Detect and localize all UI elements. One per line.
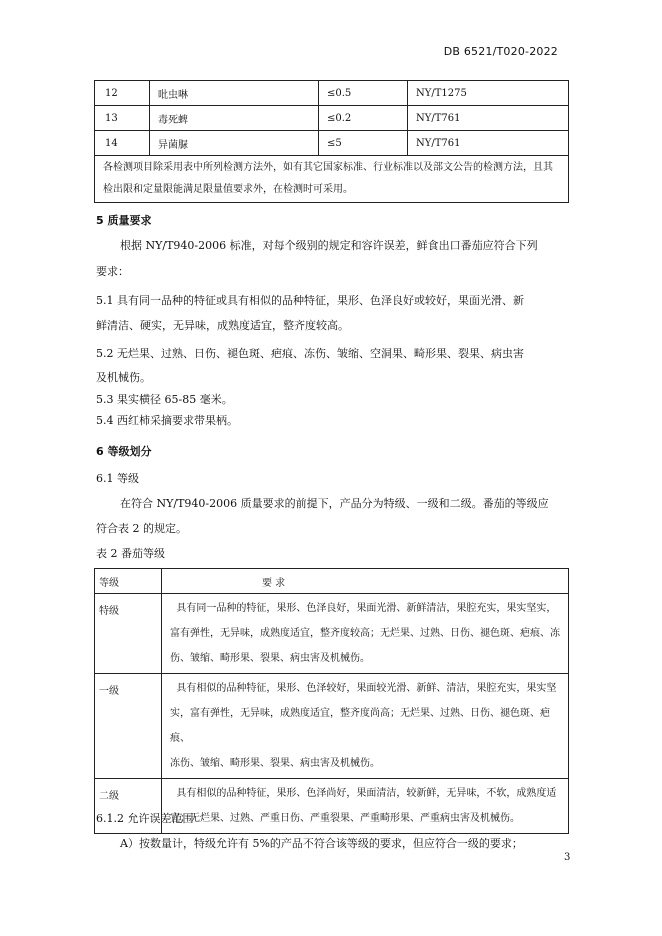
document-id-header: DB 6521/T020-2022 [443,45,558,58]
requirement-5-2-line-2: 及机械伤。 [96,371,151,384]
table-row [95,131,569,156]
pesticide-name: 异菌脲 [150,131,319,156]
grade-label: 一级 [95,674,162,779]
note-line-1: 各检测项目除采用表中所列检测方法外，如有其它国家标准、行业标准以及部文公告的检测方法，且其 [103,162,553,173]
note-line-2: 检出限和定量限能满足限量值要求外，在检测时可采用。 [103,184,353,195]
grade-label: 特级 [95,594,162,674]
test-method: NY/T761 [408,131,569,156]
requirement-line: 具有相似的品种特征，果形、色泽尚好，果面清洁，较新鲜，无异味，不软，成熟度适 [170,788,557,799]
section-6-heading: 6 等级划分 [96,445,152,458]
requirement-5-3: 5.3 果实横径 65-85 毫米。 [96,393,233,406]
row-number: 14 [95,131,150,156]
requirement-5-1-line-2: 鲜清洁、硬实，无异味，成熟度适宜，整齐度较高。 [96,319,349,332]
grade-label: 二级 [95,779,162,834]
table-row [95,594,569,674]
requirement-line: 具有同一品种的特征，果形、色泽良好，果面光滑、新鲜清洁，果腔充实，果实坚实， [170,603,557,614]
section-5-intro-line-1: 根据 NY/T940-2006 标准，对每个级别的规定和容许误差，鲜食出口番茄应符合下列 [120,239,538,252]
limit-value: ≤0.2 [319,106,408,131]
requirement-5-1-line-1: 5.1 具有同一品种的特征或具有相似的品种特征，果形、色泽良好或较好，果面光滑、新 [96,294,524,307]
table-row [95,106,569,131]
row-number: 12 [95,81,150,106]
requirement-5-4: 5.4 西红柿采摘要求带果柄。 [96,414,238,427]
section-6-intro-line-1: 在符合 NY/T940-2006 质量要求的前提下，产品分为特级、一级和二级。番茄的等级应 [120,497,549,510]
table-row [95,674,569,779]
table-note [95,156,569,203]
tomato-grade-table [94,568,569,834]
subsection-6-1-heading: 6.1 等级 [96,472,139,485]
grade-requirement [162,594,569,674]
grade-requirement [162,779,569,834]
requirement-line: 具有相似的品种特征，果形、色泽较好，果面较光滑、新鲜、清洁，果腔充实，果实坚 [170,683,557,694]
pesticide-name: 吡虫啉 [150,81,319,106]
requirement-5-2-line-1: 5.2 无烂果、过熟、日伤、褪色斑、疤痕、冻伤、皱缩、空洞果、畸形果、裂果、病虫害 [96,347,524,360]
residue-limits-table [94,80,569,203]
limit-value: ≤0.5 [319,81,408,106]
requirement-line: 富有弹性，无异味，成熟度适宜，整齐度较高；无烂果、过熟、日伤、褪色斑、疤痕、冻 [170,628,560,639]
requirement-line: 实，富有弹性，无异味，成熟度适宜，整齐度尚高；无烂果、过熟、日伤、褪色斑、疤痕、 [170,708,550,744]
requirement-line: 伤、皱缩、畸形果、裂果、病虫害及机械伤。 [170,653,370,664]
pesticide-name: 毒死蜱 [150,106,319,131]
row-number: 13 [95,106,150,131]
table-header-row [95,569,569,594]
test-method: NY/T1275 [408,81,569,106]
requirement-line: 宜；无烂果、过熟、严重日伤、严重裂果、严重畸形果、严重病虫害及机械伤。 [170,813,520,824]
table-note-row [95,156,569,203]
requirement-line: 冻伤、皱缩、畸形果、裂果、病虫害及机械伤。 [170,758,380,769]
grade-requirement [162,674,569,779]
limit-value: ≤5 [319,131,408,156]
subsection-6-1-2-heading: 6.1.2 允许误差范围 [96,812,194,825]
section-5-intro-line-2: 要求： [96,265,129,278]
requirement-column-header: 要 求 [162,569,569,594]
grade-column-header: 等级 [95,569,162,594]
tolerance-item-a: A）按数量计，特级允许有 5%的产品不符合该等级的要求，但应符合一级的要求； [120,837,523,850]
section-6-intro-line-2: 符合表 2 的规定。 [96,522,187,535]
table-2-caption: 表 2 番茄等级 [96,547,165,560]
table-row [95,81,569,106]
section-5-heading: 5 质量要求 [96,214,152,227]
page-number: 3 [564,852,571,863]
test-method: NY/T761 [408,106,569,131]
